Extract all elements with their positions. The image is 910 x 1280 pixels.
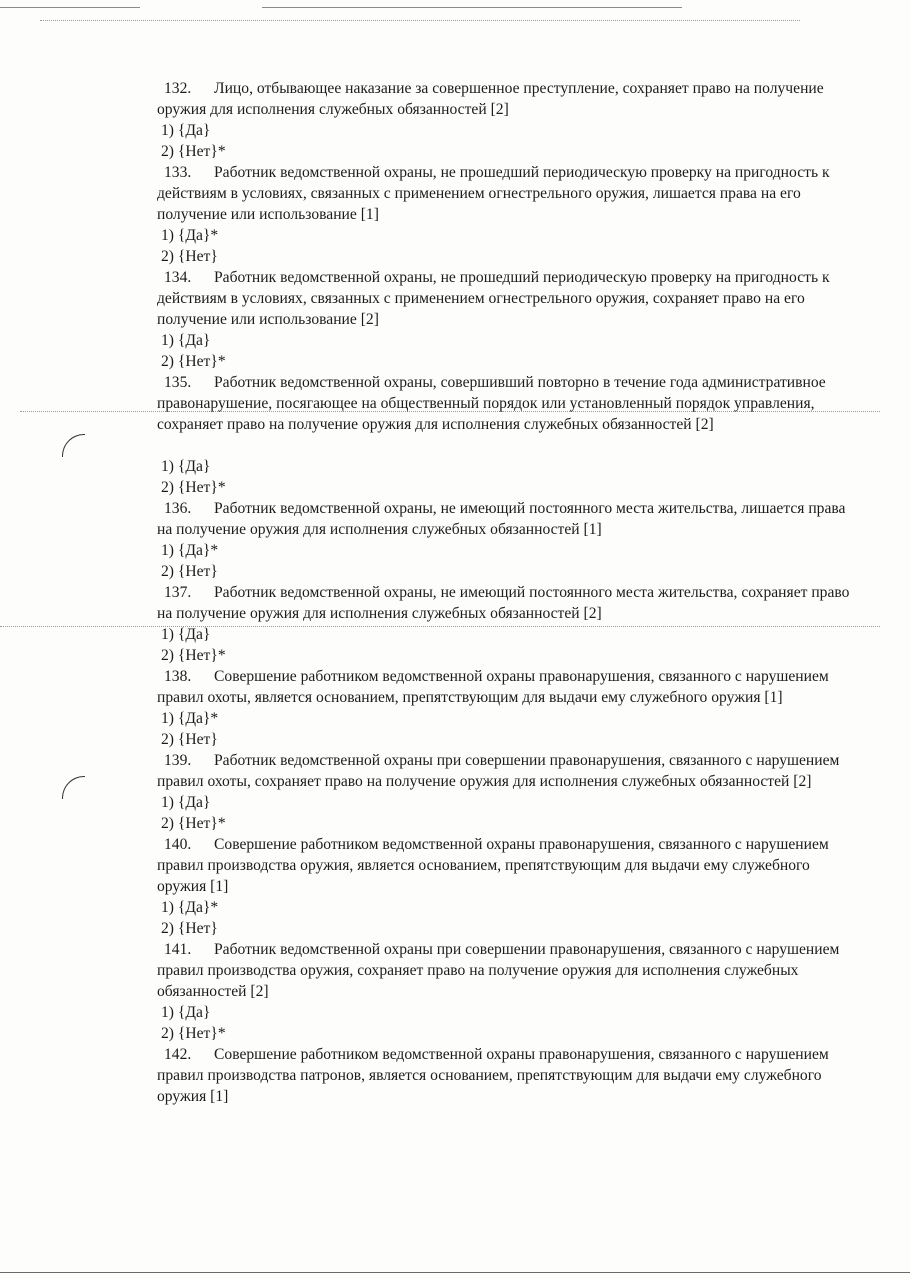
answer-option: 2) {Нет} bbox=[161, 920, 218, 937]
question-number: 142. bbox=[164, 1046, 192, 1063]
answer-option: 1) {Да} bbox=[161, 122, 211, 139]
question-number: 134. bbox=[164, 269, 192, 286]
question-number: 137. bbox=[164, 584, 192, 601]
answer-option: 2) {Нет} bbox=[161, 731, 218, 748]
answer-option: 2) {Нет}* bbox=[161, 647, 226, 664]
question-text: Лицо, отбывающее наказание за совершенное преступление, сохраняет право на получение оружия для исполнения служебных обязанностей [2] bbox=[157, 80, 824, 118]
question-item bbox=[157, 939, 857, 1044]
question-item bbox=[157, 834, 857, 939]
answer-option: 2) {Нет} bbox=[161, 248, 218, 265]
answer-option: 1) {Да} bbox=[161, 332, 211, 349]
blank-gap bbox=[157, 435, 857, 456]
question-text: Работник ведомственной охраны, не прошедший периодическую проверку на пригодность к действиям в условиях, связанных с применением огнестрельного оружия, лишается права на его получение или использование [1] bbox=[157, 164, 830, 223]
question-text: Совершение работником ведомственной охраны правонарушения, связанного с нарушением правил производства патронов, является основанием, препятствующим для выдачи ему служебного оружия [1] bbox=[157, 1046, 829, 1105]
question-number: 140. bbox=[164, 836, 192, 853]
question-text: Работник ведомственной охраны при совершении правонарушения, связанного с нарушением правил производства оружия, сохраняет право на получение оружия для исполнения служебных обязанностей [2] bbox=[157, 941, 840, 1000]
answer-option: 1) {Да} bbox=[161, 458, 211, 475]
question-item bbox=[157, 78, 857, 162]
question-item bbox=[157, 582, 857, 666]
question-text: Совершение работником ведомственной охраны правонарушения, связанного с нарушением правил производства оружия, является основанием, препятствующим для выдачи ему служебного оружия [1] bbox=[157, 836, 829, 895]
answer-option: 2) {Нет}* bbox=[161, 815, 226, 832]
question-number: 139. bbox=[164, 752, 192, 769]
answer-option: 1) {Да} bbox=[161, 626, 211, 643]
hole-punch-mark bbox=[62, 776, 85, 799]
question-text: Работник ведомственной охраны при совершении правонарушения, связанного с нарушением правил охоты, сохраняет право на получение оружия для исполнения служебных обязанностей [2] bbox=[157, 752, 840, 790]
scan-edge-line bbox=[262, 7, 682, 8]
question-number: 135. bbox=[164, 374, 192, 391]
scan-edge-line bbox=[0, 1272, 910, 1273]
question-item bbox=[157, 372, 857, 498]
answer-option: 1) {Да} bbox=[161, 794, 211, 811]
answer-option: 1) {Да}* bbox=[161, 227, 219, 244]
question-number: 138. bbox=[164, 668, 192, 685]
question-item bbox=[157, 162, 857, 267]
question-item bbox=[157, 666, 857, 750]
question-text: Работник ведомственной охраны, совершивший повторно в течение года административное правонарушение, посягающее на общественный порядок или установленный порядок управления, сохраняет право на получение оружия для исполнения служебных обязанностей [2] bbox=[157, 374, 826, 433]
question-item bbox=[157, 1044, 857, 1107]
question-text: Работник ведомственной охраны, не имеющий постоянного места жительства, сохраняет право на получение оружия для исполнения служебных обязанностей [2] bbox=[157, 584, 850, 622]
answer-option: 1) {Да}* bbox=[161, 710, 219, 727]
question-number: 132. bbox=[164, 80, 192, 97]
scan-dotted-line bbox=[40, 20, 800, 22]
question-text: Работник ведомственной охраны, не имеющий постоянного места жительства, лишается права на получение оружия для исполнения служебных обязанностей [1] bbox=[157, 500, 846, 538]
question-item bbox=[157, 498, 857, 582]
question-item bbox=[157, 267, 857, 372]
question-number: 136. bbox=[164, 500, 192, 517]
question-item bbox=[157, 750, 857, 834]
answer-option: 1) {Да}* bbox=[161, 542, 219, 559]
answer-option: 2) {Нет} bbox=[161, 563, 218, 580]
answer-option: 2) {Нет}* bbox=[161, 353, 226, 370]
answer-option: 1) {Да}* bbox=[161, 899, 219, 916]
hole-punch-mark bbox=[62, 434, 85, 457]
answer-option: 2) {Нет}* bbox=[161, 1025, 226, 1042]
question-list bbox=[157, 78, 857, 1107]
question-text: Совершение работником ведомственной охраны правонарушения, связанного с нарушением правил охоты, является основанием, препятствующим для выдачи ему служебного оружия [1] bbox=[157, 668, 829, 706]
answer-option: 1) {Да} bbox=[161, 1004, 211, 1021]
question-text: Работник ведомственной охраны, не прошедший периодическую проверку на пригодность к действиям в условиях, связанных с применением огнестрельного оружия, сохраняет право на его получение или использование [2] bbox=[157, 269, 830, 328]
scan-edge-line bbox=[0, 7, 140, 8]
answer-option: 2) {Нет}* bbox=[161, 479, 226, 496]
question-number: 133. bbox=[164, 164, 192, 181]
question-number: 141. bbox=[164, 941, 192, 958]
answer-option: 2) {Нет}* bbox=[161, 143, 226, 160]
